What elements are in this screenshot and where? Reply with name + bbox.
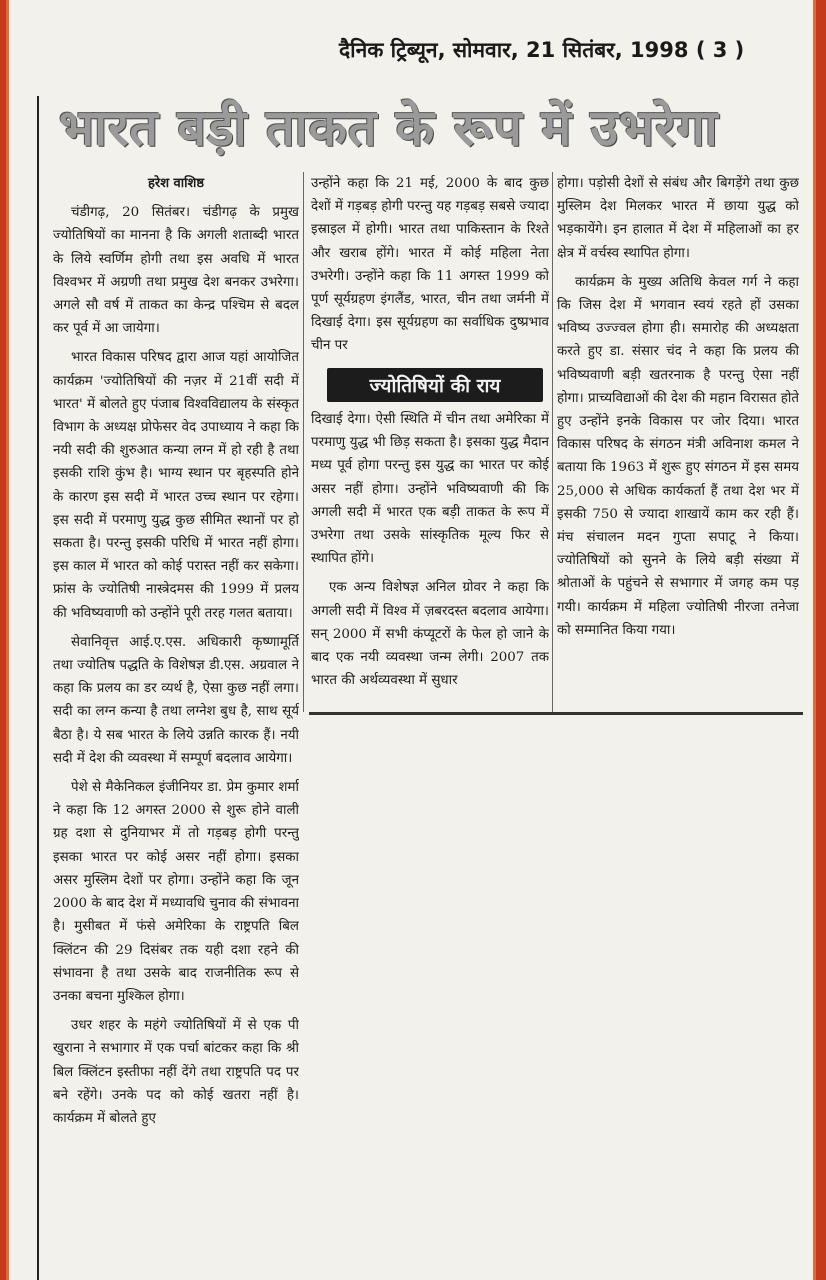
paragraph: उन्होंने कहा कि 21 मई, 2000 के बाद कुछ देशों में गड़बड़ होगी परन्तु यह गड़बड़ सबसे ज्यादा इस्राइल में होगी। भारत तथा पाकिस्तान के रिश्ते और खराब होंगे। भारत में कोई महिला नेता उभरेगी। उन्होंने कहा कि 11 अगस्त 1999 को पूर्ण सूर्यग्रहण इंगलैंड, भारत, चीन तथा जर्मनी में दिखाई देगा। इस सूर्यग्रहण का सर्वाधिक दुष्प्रभाव चीन पर: [311, 176, 549, 354]
headline: भारत बड़ी ताकत के रूप में उभरेगा: [59, 99, 719, 157]
paragraph: पेशे से मैकेनिकल इंजीनियर डा. प्रेम कुमार शर्मा ने कहा कि 12 अगस्त 2000 से शुरू होने वाली ग्रह दशा से दुनियाभर में तो गड़बड़ होगी परन्तु इसका भारत पर कोई असर नहीं होगा। इसका असर मुस्लिम देशों पर होगा। उन्होंने कहा कि जून 2000 के बाद देश में मध्यावधि चुनाव की संभावना है। मुसीबत में फंसे अमेरिका के राष्ट्रपति बिल क्लिंटन की 29 दिसंबर तक यही दशा रहने की संभावना है तथा उसके बाद राजनीतिक रूप से उनका बचना मुश्किल होगा।: [53, 780, 299, 1004]
paragraph: सेवानिवृत्त आई.ए.एस. अधिकारी कृष्णामूर्ति तथा ज्योतिष पद्धति के विशेषज्ञ डी.एस. अग्रवाल ने कहा कि प्रलय का डर व्यर्थ है, ऐसा कुछ नहीं लगा। सदी का लग्न कन्या है तथा लग्नेश बुध है, साथ सूर्य बैठा है। ये सब भारत के लिये उन्नति कारक हैं। नयी सदी में देश की व्यवस्था में सम्पूर्ण बदलाव आयेगा।: [53, 634, 299, 766]
paragraph: होगा। पड़ोसी देशों से संबंध और बिगड़ेंगे तथा कुछ मुस्लिम देश मिलकर भारत में छाया युद्ध को भड़कायेंगे। इन हालात में देश में महिलाओं का हर क्षेत्र में वर्चस्व स्थापित होगा।: [557, 176, 799, 261]
paragraph: कार्यक्रम के मुख्य अतिथि केवल गर्ग ने कहा कि जिस देश में भगवान स्वयं रहते हों उसका भविष्य उज्ज्वल होगा ही। समारोह की अध्यक्षता करते हुए डा. संसार चंद ने कहा कि प्रलय की भविष्यवाणी बड़ी खतरनाक है परन्तु ऐसा नहीं होगा। प्राच्यविद्याओं की देश की महान विरासत होते हुए उन्होंने इनके विकास पर जोर दिया। भारत विकास परिषद के संगठन मंत्री अविनाश कमल ने बताया कि 1963 में शुरू हुए संगठन में इस समय 25,000 से अधिक कार्यकर्ता हैं तथा देश भर में इसकी 750 से ज्यादा शाखायें काम कर रही हैं। मंच संचालन मदन गुप्ता सपाटू ने किया। ज्योतिषियों को सुनने के लिये बड़ी संख्या में श्रोताओं के पहुंचने से सभागार में जगह कम पड़ गयी। कार्यक्रम में महिला ज्योतिषी नीरजा तनेजा को सम्मानित किया गया।: [557, 274, 799, 638]
article-column-2: [311, 172, 549, 712]
subheading: ज्योतिषियों की राय: [327, 368, 543, 402]
paragraph: भारत विकास परिषद द्वारा आज यहां आयोजित कार्यक्रम 'ज्योतिषियों की नज़र में 21वीं सदी में भारत' में बोलते हुए पंजाब विश्वविद्यालय के संस्कृत विभाग के अध्यक्ष प्रोफेसर वेद उपाध्याय ने कहा कि नयी सदी की शुरुआत कन्या लग्न में हो रही है तथा इसकी राशि कुंभ है। भाग्य स्थान पर बृहस्पति होने के कारण इस सदी में भारत उच्च स्थान पर रहेगा। इस सदी में परमाणु युद्ध कुछ सीमित स्थानों पर हो सकता है। परन्तु इसकी परिधि में भारत नहीं होगा। इस काल में भारत को कोई परास्त नहीं कर सकेगा। फ्रांस के ज्योतिषी नास्त्रेदमस की 1999 में प्रलय की भविष्यवाणी को उन्होंने पूरी तरह गलत बताया।: [53, 350, 299, 621]
article-column-3: [557, 172, 799, 702]
article-end-rule: [309, 712, 803, 715]
column-divider: [303, 172, 304, 712]
column-divider: [552, 172, 553, 712]
newspaper-clipping: [6, 0, 816, 1280]
paragraph: उधर शहर के महंगे ज्योतिषियों में से एक पी खुराना ने सभागार में एक पर्चा बांटकर कहा कि श्री बिल क्लिंटन इस्तीफा नहीं देंगे तथा राष्ट्रपति पद पर बने रहेंगे। उनके पद को कोई खतरा नहीं है। कार्यक्रम में बोलते हुए: [53, 1018, 299, 1126]
byline: हरेश वाशिष्ठ: [147, 176, 205, 191]
paragraph: एक अन्य विशेषज्ञ अनिल ग्रोवर ने कहा कि अगली सदी में विश्व में ज़बरदस्त बदलाव आयेगा। सन् 2000 में सभी कंप्यूटरों के फेल हो जाने के बाद एक नयी व्यवस्था जन्म लेगी। 2007 तक भारत की अर्थव्यवस्था में सुधार: [311, 580, 549, 689]
paragraph: चंडीगढ़, 20 सितंबर। चंडीगढ़ के प्रमुख ज्योतिषियों का मानना है कि अगली शताब्दी भारत के लिये स्वर्णिम होगी तथा इस अवधि में भारत विश्वभर में अग्रणी तथा प्रमुख देश बनकर उभरेगा। अगले सौ वर्ष में ताकत का केन्द्र पश्चिम से बदल कर पूर्व में आ जायेगा।: [53, 205, 299, 337]
dateline: दैनिक ट्रिब्यून, सोमवार, 21 सितंबर, 1998 ( 3 ): [339, 38, 745, 62]
clipping-edge: [37, 96, 45, 1280]
article-column-1: [53, 172, 299, 1280]
paragraph: दिखाई देगा। ऐसी स्थिति में चीन तथा अमेरिका में परमाणु युद्ध भी छिड़ सकता है। इसका युद्ध मैदान मध्य पूर्व होगा परन्तु इस युद्ध का भारत पर कोई असर नहीं होगा। उन्होंने भविष्यवाणी की कि अगली सदी में भारत एक बड़ी ताकत के रूप में उभरेगा तथा उसके सांस्कृतिक मूल्य फिर से स्थापित होंगे।: [311, 412, 549, 567]
